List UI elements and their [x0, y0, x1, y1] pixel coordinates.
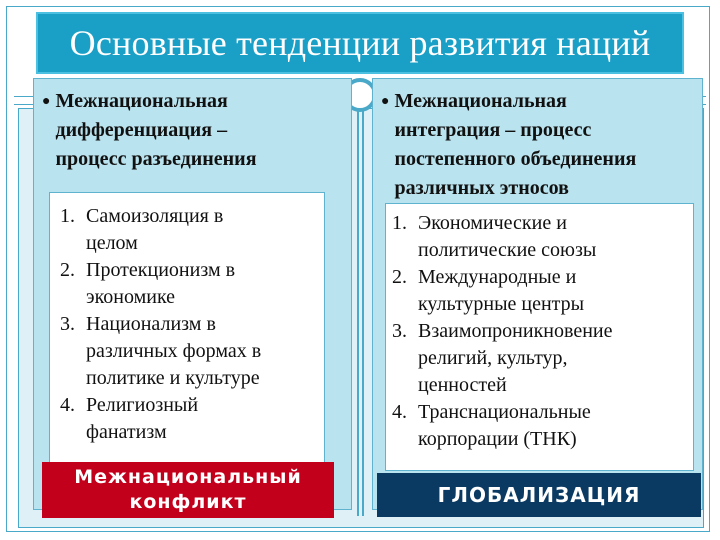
- bullet-dot-icon: ●: [381, 94, 390, 109]
- list-item-line: различных формах в: [86, 340, 262, 362]
- list-item-number: 2.: [60, 259, 75, 281]
- list-item-number: 4.: [60, 394, 75, 416]
- globalization-badge: [377, 473, 701, 517]
- list-item-line: целом: [86, 232, 138, 254]
- list-item: [392, 264, 687, 318]
- list-item-line: Экономические и: [418, 212, 567, 234]
- list-item: [60, 203, 318, 257]
- badge-line: Межнациональный: [74, 466, 302, 488]
- list-item: [392, 399, 687, 453]
- heading-line: Межнациональная: [394, 90, 567, 112]
- list-item-line: Транснациональные: [418, 401, 591, 423]
- list-item-number: 3.: [60, 313, 75, 335]
- list-item-line: религий, культур,: [418, 347, 568, 369]
- differentiation-list-box: [49, 192, 325, 468]
- list-item-line: Взаимопроникновение: [418, 320, 613, 342]
- list-item-line: политические союзы: [418, 239, 597, 261]
- conflict-badge: [42, 462, 334, 518]
- integration-card: [372, 78, 703, 510]
- title-bar: [36, 12, 684, 74]
- list-item: [60, 392, 318, 446]
- list-item-line: корпорации (ТНК): [418, 428, 577, 450]
- differentiation-list: [50, 193, 324, 446]
- list-item: [392, 318, 687, 399]
- bullet-dot-icon: ●: [42, 94, 51, 109]
- list-item-line: политике и культуре: [86, 367, 260, 389]
- heading-line: дифференциация –: [55, 119, 228, 141]
- heading-line: различных этносов: [394, 177, 569, 199]
- badge-line: ГЛОБАЛИЗАЦИЯ: [437, 483, 641, 507]
- list-item-line: Самоизоляция в: [86, 205, 224, 227]
- integration-list-box: [385, 203, 694, 471]
- list-item-number: 3.: [392, 320, 407, 342]
- list-item-line: экономике: [86, 286, 176, 308]
- integration-list: [386, 204, 693, 453]
- heading-line: постепенного объединения: [394, 148, 637, 170]
- list-item-number: 4.: [392, 401, 407, 423]
- list-item: [60, 311, 318, 392]
- list-item-line: Религиозный: [86, 394, 199, 416]
- slide-title: Основные тенденции развития наций: [69, 23, 651, 63]
- list-item-line: Протекционизм в: [86, 259, 236, 281]
- list-item-line: фанатизм: [86, 421, 167, 443]
- list-item-number: 1.: [392, 212, 407, 234]
- heading-line: процесс разъединения: [55, 148, 257, 170]
- differentiation-card: [33, 78, 352, 510]
- badge-line: конфликт: [129, 491, 247, 513]
- list-item-line: ценностей: [418, 374, 507, 396]
- list-item: [392, 210, 687, 264]
- integration-heading: [381, 87, 696, 203]
- heading-line: интеграция – процесс: [394, 119, 592, 141]
- list-item-line: культурные центры: [418, 293, 585, 315]
- list-item-number: 2.: [392, 266, 407, 288]
- list-item-line: Национализм в: [86, 313, 216, 335]
- differentiation-heading: [42, 87, 345, 174]
- heading-line: Межнациональная: [55, 90, 228, 112]
- list-item-line: Международные и: [418, 266, 577, 288]
- center-divider-right: [362, 96, 364, 516]
- list-item-number: 1.: [60, 205, 75, 227]
- list-item: [60, 257, 318, 311]
- center-divider-left: [357, 96, 359, 516]
